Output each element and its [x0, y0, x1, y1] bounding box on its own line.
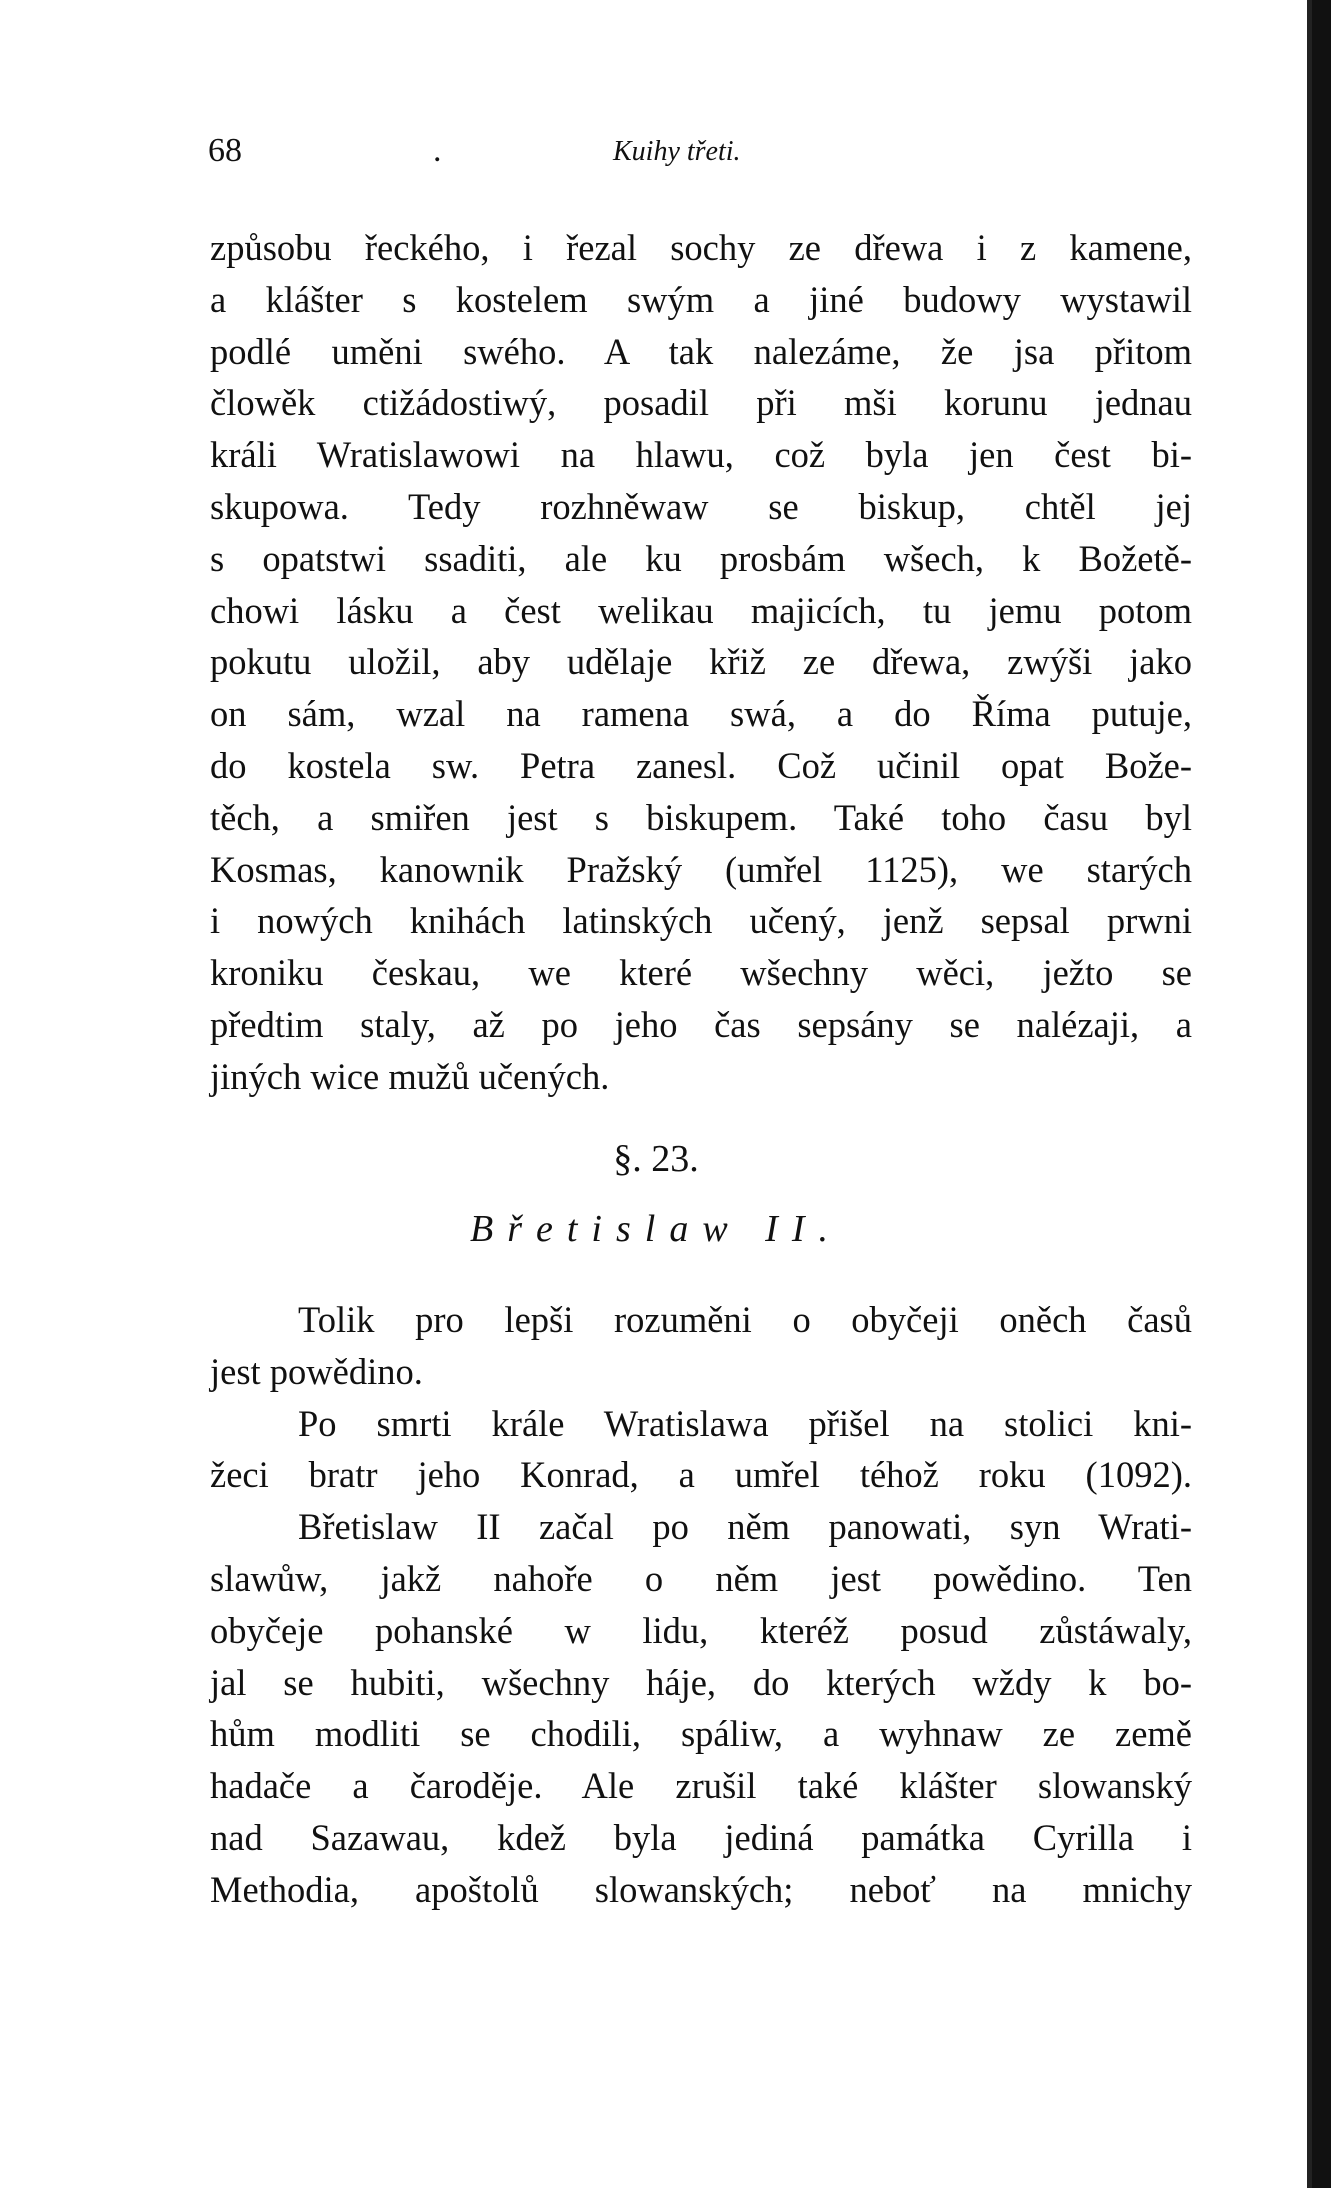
scan-border	[1312, 0, 1331, 2188]
text-line: do kostela sw. Petra zanesl. Což učinil opat Bože-	[210, 744, 1192, 786]
text-line: Břetislaw II začal po něm panowati, syn Wrati-	[298, 1506, 1192, 1548]
text-line: chowi lásku a čest welikau majicích, tu jemu potom	[210, 589, 1192, 631]
section-title: Břetislaw II.	[470, 1208, 842, 1250]
text-line: pokutu uložil, aby udělaje křiž ze dřewa, zwýši jako	[210, 641, 1192, 683]
text-line: slawůw, jakž nahoře o něm jest powědino. Ten	[210, 1557, 1192, 1599]
running-title: Kuihy třeti.	[613, 136, 741, 167]
text-line: skupowa. Tedy rozhněwaw se biskup, chtěl jej	[210, 485, 1192, 527]
text-line: i nowých knihách latinských učený, jenž sepsal prwni	[210, 900, 1192, 942]
text-line: podlé uměni swého. A tak nalezáme, že jsa přitom	[210, 330, 1192, 372]
text-line: způsobu řeckého, i řezal sochy ze dřewa i z kamene,	[210, 227, 1192, 268]
text-line: obyčeje pohanské w lidu, kteréž posud zůstáwaly,	[210, 1609, 1192, 1651]
text-line: Kosmas, kanownik Pražský (umřel 1125), we starých	[210, 848, 1192, 890]
text-line: předtim staly, až po jeho čas sepsány se nalézaji, a	[210, 1003, 1192, 1045]
paragraph-1	[210, 222, 1192, 1103]
text-line: Methodia, apoštolů slowanských; neboť na mnichy	[210, 1868, 1192, 1910]
page-number: 68	[208, 132, 242, 169]
text-line: jal se hubiti, wšechny háje, do kterých wždy k bo-	[210, 1661, 1192, 1703]
text-line: hadače a čaroděje. Ale zrušil také klášter slowanský	[210, 1765, 1192, 1807]
text-line: on sám, wzal na ramena swá, a do Říma putuje,	[210, 693, 1192, 735]
text-line: hům modliti se chodili, spáliw, a wyhnaw ze země	[210, 1713, 1192, 1755]
text-line: Po smrti krále Wratislawa přišel na stolici kni-	[298, 1402, 1192, 1444]
text-line: žeci bratr jeho Konrad, a umřel téhož roku (1092).	[210, 1454, 1192, 1496]
text-line: nad Sazawau, kdež byla jediná památka Cyrilla i	[210, 1816, 1192, 1858]
text-line: těch, a smiřen jest s biskupem. Také toho času byl	[210, 796, 1192, 838]
section-number: §. 23.	[613, 1138, 699, 1180]
text-line: a klášter s kostelem swým a jiné budowy wystawil	[210, 278, 1192, 320]
page-header	[208, 132, 1188, 182]
paragraph-2	[210, 1294, 1192, 1916]
header-separator-dot: .	[433, 132, 442, 169]
text-line: králi Wratislawowi na hlawu, což byla jen čest bi-	[210, 434, 1192, 476]
text-line: kroniku českau, we které wšechny wěci, ježto se	[210, 952, 1192, 994]
text-line: člowěk ctižádostiwý, posadil při mši korunu jednau	[210, 382, 1192, 424]
text-line: jest powědino.	[210, 1350, 423, 1392]
text-line: Tolik pro lepši rozuměni o obyčeji oněch časů	[298, 1299, 1192, 1340]
text-line: s opatstwi ssaditi, ale ku prosbám wšech, k Božetě-	[210, 537, 1192, 579]
text-line: jiných wice mužů učených.	[210, 1055, 610, 1097]
